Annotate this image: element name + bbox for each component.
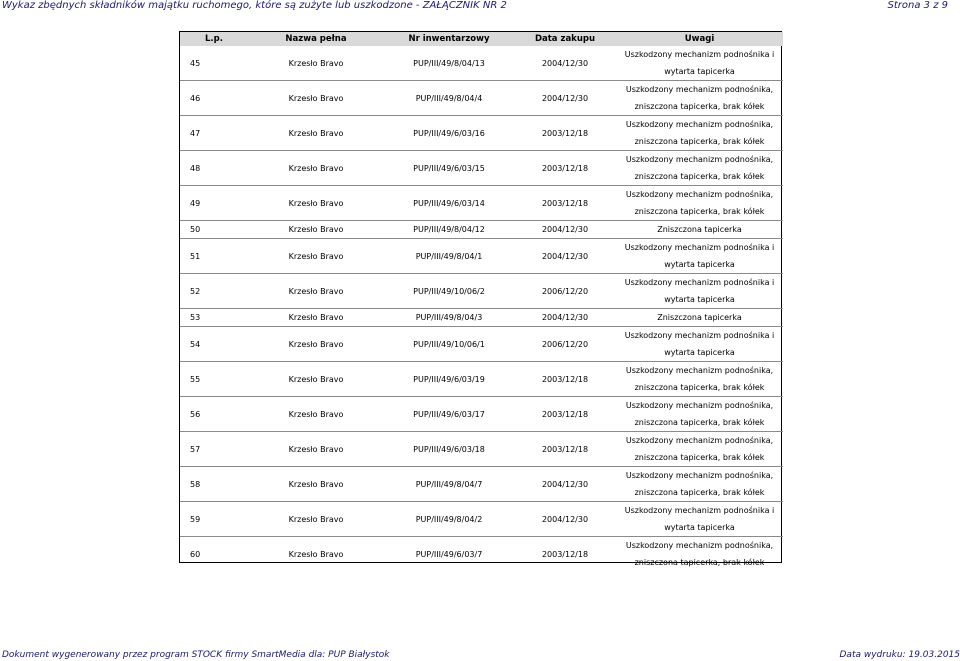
remarks-line: Uszkodzony mechanizm podnośnika i bbox=[624, 243, 775, 252]
remarks-line: wytarta tapicerka bbox=[664, 67, 735, 76]
remarks-line: zniszczona tapicerka, brak kółek bbox=[634, 172, 765, 181]
row-purchase-date: 2003/12/18 bbox=[514, 432, 616, 467]
row-remarks bbox=[616, 397, 783, 432]
remarks-line: Zniszczona tapicerka bbox=[657, 313, 742, 322]
row-inventory-number: PUP/III/49/8/04/13 bbox=[384, 46, 514, 81]
row-name: Krzesło Bravo bbox=[248, 151, 384, 186]
row-name: Krzesło Bravo bbox=[248, 239, 384, 274]
remarks-line: Uszkodzony mechanizm podnośnika, bbox=[625, 541, 774, 550]
remarks-line: zniszczona tapicerka, brak kółek bbox=[634, 488, 765, 497]
table-body bbox=[180, 46, 783, 571]
remarks-line: Uszkodzony mechanizm podnośnika, bbox=[625, 471, 774, 480]
column-header-remarks: Uwagi bbox=[616, 32, 783, 46]
row-purchase-date: 2003/12/18 bbox=[514, 397, 616, 432]
row-inventory-number: PUP/III/49/10/06/2 bbox=[384, 274, 514, 309]
row-name: Krzesło Bravo bbox=[248, 327, 384, 362]
row-purchase-date: 2004/12/30 bbox=[514, 81, 616, 116]
table-row bbox=[180, 502, 783, 537]
row-name: Krzesło Bravo bbox=[248, 81, 384, 116]
row-name: Krzesło Bravo bbox=[248, 221, 384, 239]
remarks-line: Uszkodzony mechanizm podnośnika, bbox=[625, 155, 774, 164]
row-lp: 51 bbox=[180, 239, 248, 274]
row-lp: 46 bbox=[180, 81, 248, 116]
row-name: Krzesło Bravo bbox=[248, 502, 384, 537]
row-inventory-number: PUP/III/49/8/04/12 bbox=[384, 221, 514, 239]
row-inventory-number: PUP/III/49/8/04/3 bbox=[384, 309, 514, 327]
row-purchase-date: 2004/12/30 bbox=[514, 502, 616, 537]
table-row bbox=[180, 151, 783, 186]
row-remarks bbox=[616, 362, 783, 397]
row-remarks bbox=[616, 81, 783, 116]
row-lp: 58 bbox=[180, 467, 248, 502]
footer-generator-note: Dokument wygenerowany przez program STOCK firmy SmartMedia dla: PUP Białystok bbox=[2, 650, 390, 660]
row-purchase-date: 2003/12/18 bbox=[514, 116, 616, 151]
row-inventory-number: PUP/III/49/8/04/1 bbox=[384, 239, 514, 274]
row-lp: 55 bbox=[180, 362, 248, 397]
remarks-line: zniszczona tapicerka, brak kółek bbox=[634, 453, 765, 462]
remarks-line: Zniszczona tapicerka bbox=[657, 225, 742, 234]
row-lp: 49 bbox=[180, 186, 248, 221]
row-name: Krzesło Bravo bbox=[248, 397, 384, 432]
row-remarks bbox=[616, 151, 783, 186]
row-remarks bbox=[616, 221, 783, 239]
table-row bbox=[180, 537, 783, 572]
row-purchase-date: 2004/12/30 bbox=[514, 239, 616, 274]
remarks-line: zniszczona tapicerka, brak kółek bbox=[634, 418, 765, 427]
column-header-inventory-number: Nr inwentarzowy bbox=[384, 32, 514, 46]
row-name: Krzesło Bravo bbox=[248, 46, 384, 81]
row-purchase-date: 2003/12/18 bbox=[514, 362, 616, 397]
row-remarks bbox=[616, 502, 783, 537]
row-name: Krzesło Bravo bbox=[248, 274, 384, 309]
row-lp: 45 bbox=[180, 46, 248, 81]
row-inventory-number: PUP/III/49/6/03/7 bbox=[415, 549, 483, 559]
column-header-purchase-date: Data zakupu bbox=[514, 32, 616, 46]
row-remarks bbox=[616, 432, 783, 467]
remarks-line: Uszkodzony mechanizm podnośnika, bbox=[625, 190, 774, 199]
remarks-line: zniszczona tapicerka, brak kółek bbox=[634, 383, 765, 392]
table-header-row bbox=[180, 32, 783, 46]
row-purchase-date: 2006/12/20 bbox=[514, 327, 616, 362]
row-remarks bbox=[616, 309, 783, 327]
inventory-table bbox=[180, 32, 783, 571]
row-name: Krzesło Bravo bbox=[248, 467, 384, 502]
row-lp: 56 bbox=[180, 397, 248, 432]
remarks-line: Uszkodzony mechanizm podnośnika i bbox=[624, 50, 775, 59]
row-inventory-number: PUP/III/49/6/03/15 bbox=[384, 151, 514, 186]
remarks-line: zniszczona tapicerka, brak kółek bbox=[634, 207, 765, 216]
row-lp: 53 bbox=[180, 309, 248, 327]
row-remarks bbox=[616, 239, 783, 274]
table-row bbox=[180, 239, 783, 274]
column-header-lp: L.p. bbox=[180, 32, 248, 46]
row-remarks bbox=[616, 116, 783, 151]
table-row bbox=[180, 309, 783, 327]
remarks-line: Uszkodzony mechanizm podnośnika, bbox=[625, 85, 774, 94]
row-name: Krzesło Bravo bbox=[248, 186, 384, 221]
row-purchase-date: 2004/12/30 bbox=[514, 46, 616, 81]
remarks-line: Uszkodzony mechanizm podnośnika, bbox=[625, 401, 774, 410]
row-remarks bbox=[616, 467, 783, 502]
row-name: Krzesło Bravo bbox=[248, 116, 384, 151]
row-inventory-number: PUP/III/49/6/03/18 bbox=[384, 432, 514, 467]
row-remarks bbox=[616, 274, 783, 309]
table-row bbox=[180, 327, 783, 362]
row-lp: 57 bbox=[180, 432, 248, 467]
table-row bbox=[180, 362, 783, 397]
row-purchase-date: 2004/12/30 bbox=[514, 221, 616, 239]
remarks-line: Uszkodzony mechanizm podnośnika i bbox=[624, 278, 775, 287]
remarks-line: wytarta tapicerka bbox=[664, 348, 735, 357]
column-header-name: Nazwa pełna bbox=[248, 32, 384, 46]
row-lp: 59 bbox=[180, 502, 248, 537]
remarks-line: Uszkodzony mechanizm podnośnika i bbox=[624, 331, 775, 340]
row-name: Krzesło Bravo bbox=[248, 309, 384, 327]
row-lp: 60 bbox=[190, 549, 201, 559]
row-purchase-date: 2003/12/18 bbox=[514, 186, 616, 221]
row-purchase-date: 2006/12/20 bbox=[514, 274, 616, 309]
row-inventory-number: PUP/III/49/8/04/7 bbox=[384, 467, 514, 502]
remarks-line: Uszkodzony mechanizm podnośnika, bbox=[625, 436, 774, 445]
table-row bbox=[180, 46, 783, 81]
table-row bbox=[180, 221, 783, 239]
remarks-line: Uszkodzony mechanizm podnośnika i bbox=[624, 506, 775, 515]
remarks-line: wytarta tapicerka bbox=[664, 523, 735, 532]
page-number: Strona 3 z 9 bbox=[887, 0, 948, 11]
document-title: Wykaz zbędnych składników majątku ruchomego, które są zużyte lub uszkodzone - ZAŁĄCZNIK NR 2 bbox=[2, 0, 507, 11]
row-lp: 52 bbox=[180, 274, 248, 309]
row-remarks bbox=[616, 537, 783, 572]
row-lp: 54 bbox=[180, 327, 248, 362]
row-purchase-date: 2003/12/18 bbox=[541, 549, 589, 559]
row-purchase-date: 2003/12/18 bbox=[514, 151, 616, 186]
remarks-line: Uszkodzony mechanizm podnośnika, bbox=[625, 366, 774, 375]
row-purchase-date: 2004/12/30 bbox=[514, 467, 616, 502]
row-remarks bbox=[616, 46, 783, 81]
row-purchase-date: 2004/12/30 bbox=[514, 309, 616, 327]
table-row bbox=[180, 186, 783, 221]
remarks-line: wytarta tapicerka bbox=[664, 260, 735, 269]
row-inventory-number: PUP/III/49/6/03/16 bbox=[384, 116, 514, 151]
row-inventory-number: PUP/III/49/6/03/14 bbox=[384, 186, 514, 221]
table-row bbox=[180, 432, 783, 467]
row-lp: 47 bbox=[180, 116, 248, 151]
row-name: Krzesło Bravo bbox=[248, 362, 384, 397]
remarks-line: wytarta tapicerka bbox=[664, 295, 735, 304]
remarks-line: Uszkodzony mechanizm podnośnika, bbox=[625, 120, 774, 129]
row-inventory-number: PUP/III/49/8/04/4 bbox=[384, 81, 514, 116]
table-row bbox=[180, 274, 783, 309]
table-row bbox=[180, 397, 783, 432]
row-name: Krzesło Bravo bbox=[288, 549, 344, 559]
table-row bbox=[180, 81, 783, 116]
table-row bbox=[180, 467, 783, 502]
remarks-line: zniszczona tapicerka, brak kółek bbox=[634, 102, 765, 111]
table-row bbox=[180, 116, 783, 151]
row-lp: 48 bbox=[180, 151, 248, 186]
inventory-table-frame bbox=[179, 31, 782, 567]
row-lp: 50 bbox=[180, 221, 248, 239]
row-remarks bbox=[616, 327, 783, 362]
row-name: Krzesło Bravo bbox=[248, 432, 384, 467]
row-inventory-number: PUP/III/49/6/03/17 bbox=[384, 397, 514, 432]
row-inventory-number: PUP/III/49/10/06/1 bbox=[384, 327, 514, 362]
row-inventory-number: PUP/III/49/8/04/2 bbox=[384, 502, 514, 537]
row-remarks bbox=[616, 186, 783, 221]
footer-print-date: Data wydruku: 19.03.2015 bbox=[839, 650, 960, 660]
remarks-line: zniszczona tapicerka, brak kółek bbox=[634, 558, 765, 567]
remarks-line: zniszczona tapicerka, brak kółek bbox=[634, 137, 765, 146]
row-inventory-number: PUP/III/49/6/03/19 bbox=[384, 362, 514, 397]
